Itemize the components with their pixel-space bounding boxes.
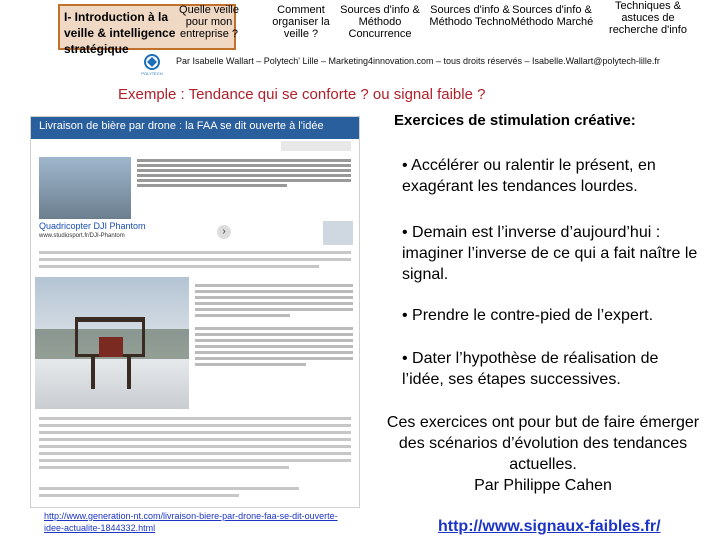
- article-body-text: [195, 281, 353, 369]
- page-title: Exemple : Tendance qui se conforte ? ou signal faible ?: [118, 86, 486, 103]
- ad-next-icon[interactable]: ›: [217, 225, 231, 239]
- drone-photo: [35, 277, 189, 409]
- exercises-title: Exercices de stimulation créative:: [394, 112, 636, 129]
- tab-introduction-line2: veille & intelligence: [64, 26, 176, 40]
- conclusion-statement: Ces exercices ont pour but de faire émerger des scénarios d’évolution des tendances actuelles.: [386, 414, 700, 473]
- credit-line: Par Isabelle Wallart – Polytech' Lille – Marketing4innovation.com – tous droits réservés – Isabelle.Wallart@polytech-lille.fr: [176, 56, 660, 66]
- text-line: [39, 466, 289, 469]
- article-lead-text: [137, 157, 351, 189]
- polytech-logo-text: POLYTECH: [141, 71, 163, 76]
- exercise-item: • Dater l’hypothèse de réalisation de l’idée, ses étapes successives.: [402, 350, 659, 388]
- ad-title: Quadricopter DJI Phantom: [39, 221, 146, 231]
- text-line: [39, 251, 351, 254]
- conclusion-author: Par Philippe Cahen: [474, 477, 612, 494]
- photo-drone-leg: [91, 355, 95, 389]
- text-line: [39, 452, 351, 455]
- tab-sources-concurrence[interactable]: Sources d'info & Méthodo Concurrence: [340, 4, 420, 40]
- text-line: [39, 487, 299, 490]
- tab-quelle-veille[interactable]: Quelle veille pour mon entreprise ?: [179, 4, 239, 40]
- exercise-item: • Demain est l’inverse d’aujourd’hui : imaginer l’inverse de ce qui a fait naître le signal.: [402, 224, 698, 283]
- share-bar: [281, 141, 351, 151]
- signaux-faibles-link[interactable]: http://www.signaux-faibles.fr/: [438, 518, 661, 535]
- text-line: [39, 417, 351, 420]
- ad-banner[interactable]: [35, 221, 235, 245]
- tab-introduction-line1: I- Introduction à la: [64, 10, 168, 24]
- tab-sources-marche[interactable]: Sources d'info & Méthodo Marché: [510, 4, 594, 28]
- exercise-item: • Accélérer ou ralentir le présent, en exagérant les tendances lourdes.: [402, 157, 656, 195]
- polytech-logo: [136, 53, 168, 77]
- article-screenshot: [30, 116, 360, 508]
- ad-url: www.studiosport.fr/DJI-Phantom: [39, 233, 125, 239]
- tab-organiser-veille[interactable]: Comment organiser la veille ?: [272, 4, 330, 40]
- text-line: [39, 438, 351, 441]
- text-line: [39, 459, 351, 462]
- article-source-link[interactable]: http://www.generation-nt.com/livraison-biere-par-drone-faa-se-dit-ouverte-idee-actualite-1844332.html: [44, 511, 338, 533]
- conclusion-text: [378, 412, 708, 496]
- tab-sources-techno[interactable]: Sources d'info & Méthodo Techno: [429, 4, 511, 28]
- tab-introduction-line3: stratégique: [64, 42, 129, 56]
- text-line: [39, 431, 351, 434]
- top-navigation: [0, 0, 720, 56]
- article-thumbnail: [39, 157, 131, 219]
- photo-drone-cargo: [99, 337, 123, 357]
- text-line: [39, 424, 351, 427]
- photo-drone-leg: [127, 355, 131, 389]
- article-title: Livraison de bière par drone : la FAA se dit ouverte à l'idée: [39, 120, 324, 132]
- text-line: [39, 258, 351, 261]
- text-line: [39, 445, 351, 448]
- article-title-bar: [31, 117, 359, 139]
- text-line: [39, 265, 319, 268]
- tab-techniques-recherche[interactable]: Techniques & astuces de recherche d'info: [609, 0, 687, 36]
- exercise-item: • Prendre le contre-pied de l’expert.: [402, 307, 654, 324]
- text-line: [39, 494, 239, 497]
- ad-image: [323, 221, 353, 245]
